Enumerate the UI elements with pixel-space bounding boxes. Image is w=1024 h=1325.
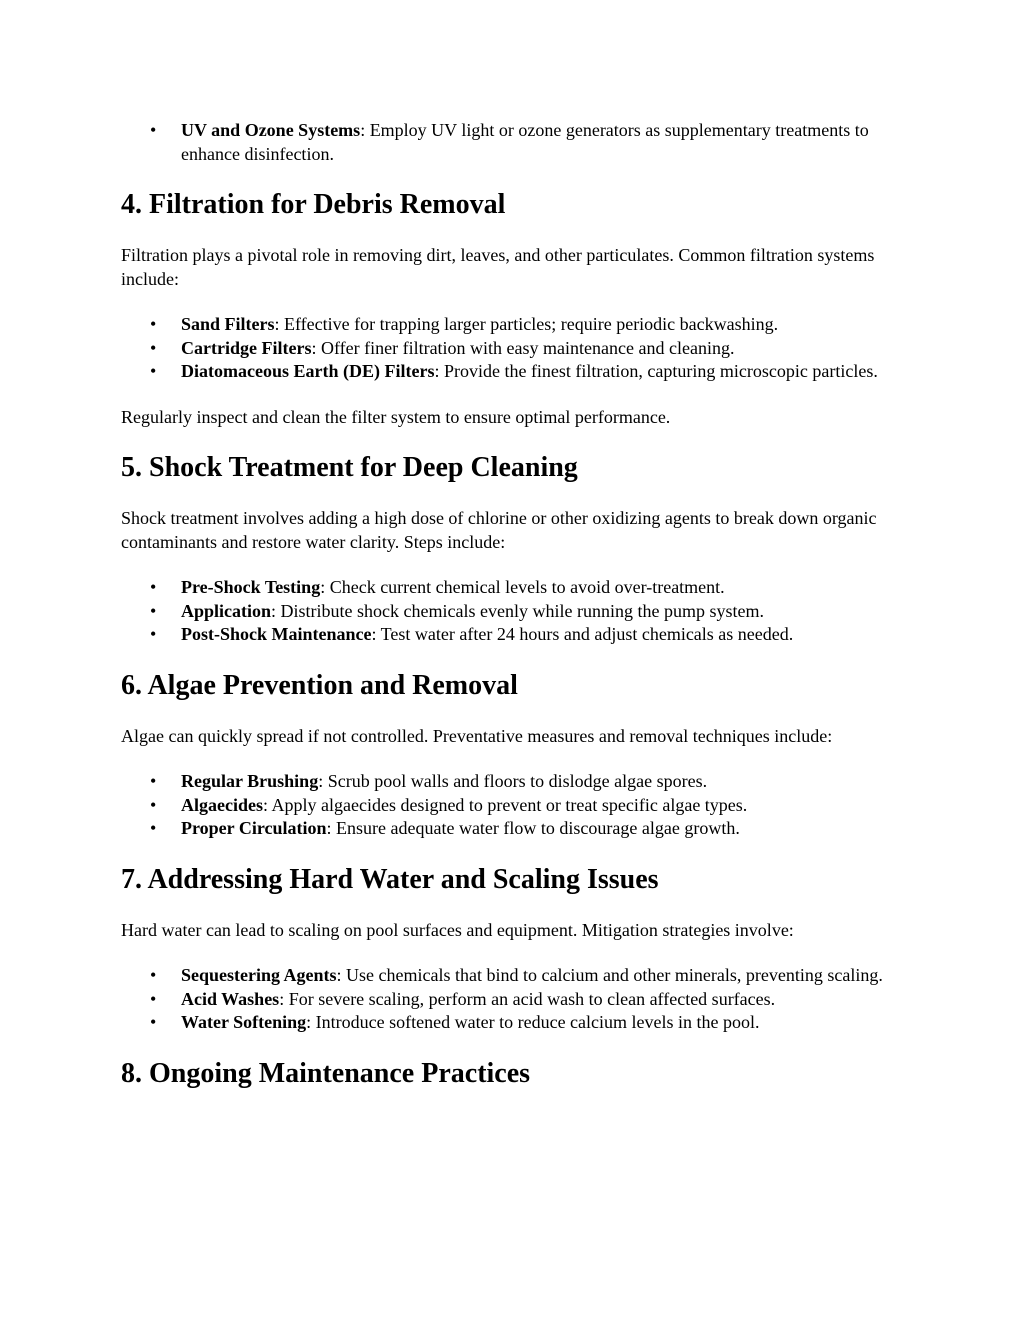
list-item-text: : Ensure adequate water flow to discourage algae growth. [326,818,740,838]
list-item-text: : Offer finer filtration with easy maintenance and cleaning. [311,337,735,358]
list-item [121,337,911,361]
list-item-term: Water Softening [181,1012,307,1032]
list-item-term: UV and Ozone Systems [181,120,361,140]
list-item-text: : Introduce softened water to reduce calcium levels in the pool. [306,1012,760,1032]
bullet-list-hard-water [121,964,911,1035]
list-item [121,360,911,384]
list-item-text: : Effective for trapping larger particles; require periodic backwashing. [274,314,779,334]
bullet-list-shock [121,576,911,647]
list-item-text: : Test water after 24 hours and adjust chemicals as needed. [371,624,794,644]
section-heading-maintenance: 8. Ongoing Maintenance Practices [121,1057,531,1089]
section-heading-shock: 5. Shock Treatment for Deep Cleaning [121,452,578,483]
list-item-text: : Distribute shock chemicals evenly while running the pump system. [271,600,764,621]
list-item [121,964,911,988]
list-item-text: : Use chemicals that bind to calcium and other minerals, preventing scaling. [336,965,883,985]
list-item-term: Regular Brushing [181,771,319,791]
list-item-text: : Apply algaecides designed to prevent or treat specific algae types. [262,794,748,815]
section-intro-filtration: Filtration plays a pivotal role in removing dirt, leaves, and other particulates. Common filtration systems include: [121,245,875,289]
bullet-list-algae [121,770,911,841]
list-item-text: : Employ UV light or ozone generators as supplementary treatments to enhance disinfection. [181,120,869,164]
section-outro-filtration: Regularly inspect and clean the filter system to ensure optimal performance. [121,406,671,427]
list-item-term: Application [181,600,272,621]
list-item-text: : Scrub pool walls and floors to dislodge algae spores. [318,771,708,791]
list-item [121,988,911,1012]
list-item [121,313,911,337]
section-intro-hard-water: Hard water can lead to scaling on pool surfaces and equipment. Mitigation strategies involve: [121,919,794,940]
section-intro-shock: Shock treatment involves adding a high dose of chlorine or other oxidizing agents to break down organic contaminants and restore water clarity. Steps include: [121,508,877,552]
list-item-term: Algaecides [181,794,263,815]
list-item [121,119,911,166]
list-item [121,770,911,794]
list-item-text: : Check current chemical levels to avoid over-treatment. [320,577,725,597]
list-item [121,576,911,600]
list-item [121,817,911,841]
list-item-term: Cartridge Filters [181,337,312,358]
list-item [121,623,911,647]
list-item-term: Diatomaceous Earth (DE) Filters [181,361,435,381]
section-heading-algae: 6. Algae Prevention and Removal [121,669,518,701]
list-item-text: : For severe scaling, perform an acid wash to clean affected surfaces. [279,988,776,1009]
list-item-term: Sequestering Agents [181,965,337,985]
list-item [121,600,911,624]
section-heading-filtration: 4. Filtration for Debris Removal [121,189,506,220]
document-page [121,119,911,1091]
bullet-list-filtration [121,313,911,384]
list-item [121,1011,911,1035]
intro-bullet-list [121,119,911,166]
list-item-term: Acid Washes [181,988,280,1009]
list-item [121,794,911,818]
list-item-term: Pre-Shock Testing [181,577,321,597]
section-intro-algae: Algae can quickly spread if not controlled. Preventative measures and removal techniques include: [121,725,833,746]
list-item-term: Post-Shock Maintenance [181,624,372,644]
list-item-term: Sand Filters [181,314,275,334]
list-item-text: : Provide the finest filtration, capturing microscopic particles. [434,361,878,381]
list-item-term: Proper Circulation [181,818,327,838]
section-heading-hard-water: 7. Addressing Hard Water and Scaling Issues [121,863,659,895]
